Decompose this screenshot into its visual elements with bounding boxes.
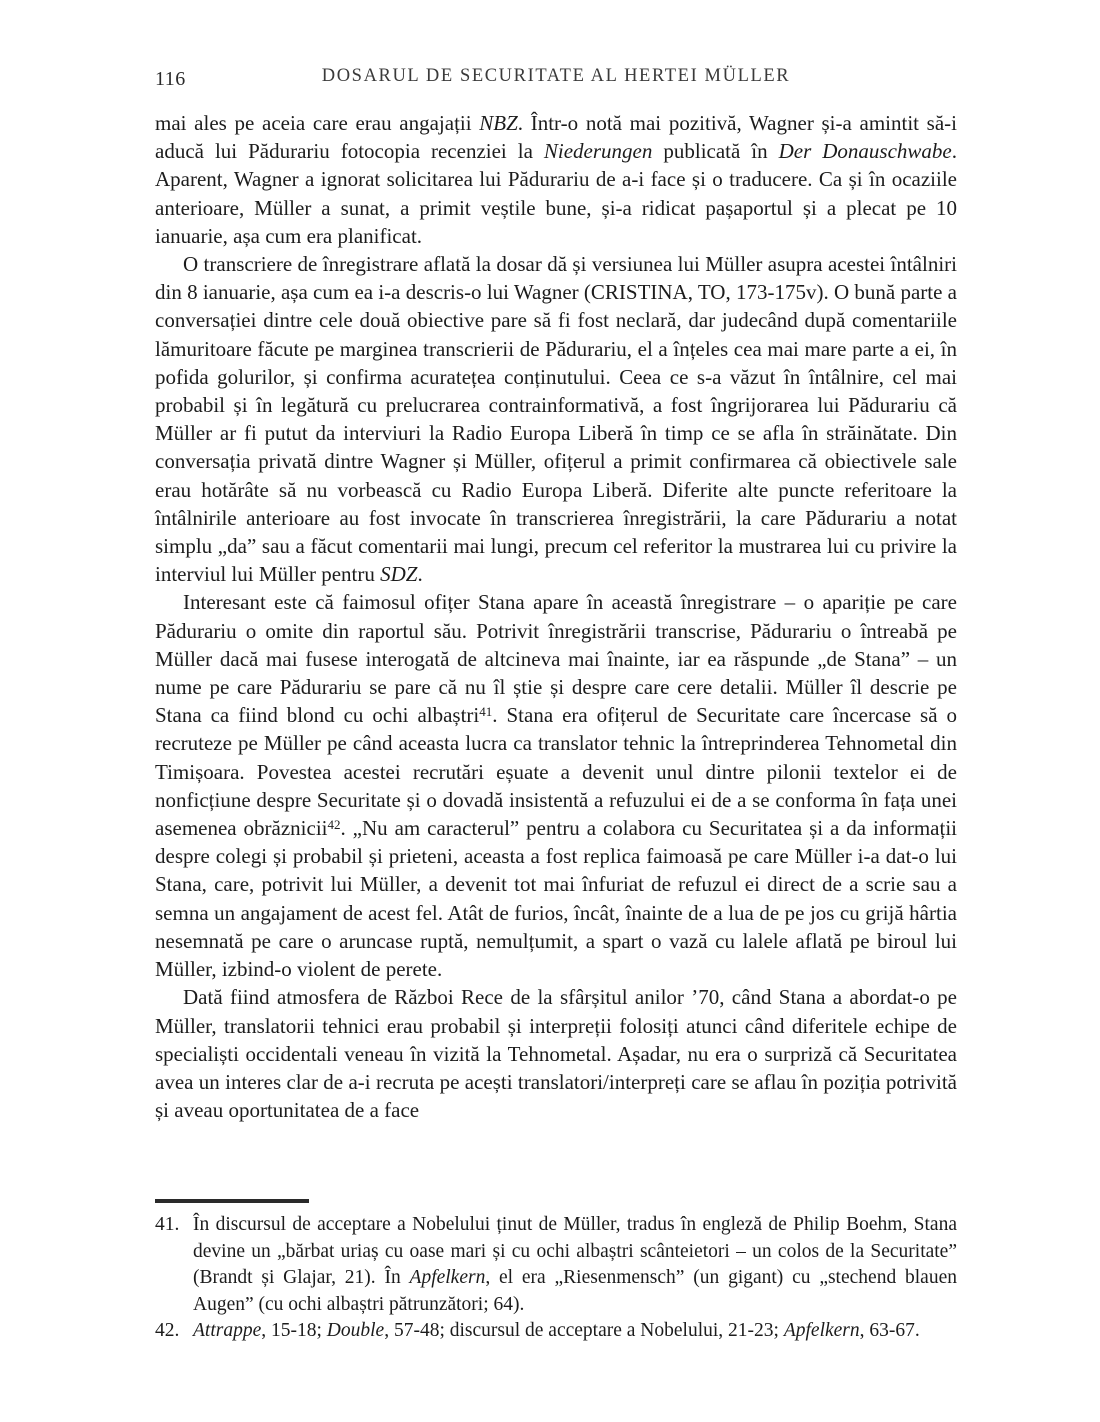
text-run: publicată în <box>652 139 779 164</box>
text-run: , el era „Riesenmensch” (un gigant) cu „stechend blauen Augen” (cu ochi albaștri pătrunzători; 64). <box>193 1267 957 1315</box>
running-title: DOSARUL DE SECURITATE AL HERTEI MÜLLER <box>321 66 791 86</box>
text-run: . <box>417 562 423 587</box>
italic-text: Der Donauschwabe <box>778 139 952 164</box>
footnote-number: 42. <box>155 1320 180 1341</box>
footnote-separator <box>155 1199 309 1203</box>
footnote <box>155 1212 957 1318</box>
paragraph <box>155 250 957 588</box>
text-run: . Aparent, Wagner a ignorat solicitarea lui Pădurariu de a-i face și o traducere. Ca și în ocaziile anterioare, Müller a sunat, a primit veștile bune, și-a ridicat pașaportul și a plecat pe 10 ianuarie, așa cum era planificat. <box>155 139 957 248</box>
italic-text: Attrappe <box>193 1320 262 1341</box>
text-run: . Stana era ofițerul de Securitate care încercase să o recruteze pe Müller pe când aceasta lucra ca translator tehnic la întreprinderea Tehnometal din Timișoara. Povestea acestei recrutări eșuate a devenit unul dintre pilonii textelor ei de nonficțiune despre Securitate și o dovadă insistentă a refuzului ei de a se conforma în fața unei asemenea obrăznicii <box>155 703 957 841</box>
text-run: mai ales pe aceia care erau angajații <box>155 111 480 135</box>
paragraph <box>155 109 957 250</box>
text-run: Interesant este că faimosul ofițer Stana apare în această înregistrare – o apariție pe care Pădurariu o omite din raportul său. Potrivit înregistrării transcrise, Pădurariu o întreabă pe Müller dacă mai fusese interogată de altcineva mai înainte, iar ea răspunde „de Stana” – un nume pe care Pădurariu se pare că nu îl știe și despre care cere detalii. Müller îl descrie pe Stana ca fiind blond cu ochi albaștri <box>155 590 957 728</box>
italic-text: Niederungen <box>543 139 653 164</box>
text-run: , 57-48; discursul de acceptare a Nobelului, 21-23; <box>384 1320 784 1341</box>
footnote-reference: 42 <box>327 817 341 833</box>
text-run: O transcriere de înregistrare aflată la dosar dă și versiunea lui Müller asupra acestei întâlniri din 8 ianuarie, așa cum ea i-a descris-o lui Wagner (CRISTINA, TO, 173-175v). O bună parte a conversației dintre cele două obiective pare să fi fost neclară, dar judecând după comentariile lămuritoare făcute pe marginea transcrierii de Pădurariu, el a înțeles cea mai mare parte a ei, în pofida golurilor, și confirma acuratețea conținutului. Ceea ce s-a văzut în întâlnire, cel mai probabil și în legătură cu prelucrarea contrainformativă, a fost îngrijorarea lui Pădurariu că Müller ar fi putut da interviuri la Radio Europa Liberă în timp ce se afla în străinătate. Din conversația privată dintre Wagner și Müller, ofițerul a primit confirmarea că obiectivele sale erau hotărâte să nu vorbească cu Radio Europa Liberă. Diferite alte puncte referitoare la întâlnirile anterioare au fost invocate în transcrierea înregistrării, la care Pădurariu a notat simplu „da” sau a făcut comentarii mai lungi, precum cel referitor la mustrarea lui cu privire la interviul lui Müller pentru <box>155 252 957 587</box>
footnotes-section <box>155 1212 957 1345</box>
footnote-reference: 41 <box>479 704 493 720</box>
text-run: . Într-o notă mai pozitivă, Wagner și-a amintit să-i aducă lui Pădurariu fotocopia recenziei la <box>155 111 958 164</box>
italic-text: Apfelkern <box>409 1267 486 1288</box>
page-header <box>155 66 957 96</box>
page-number: 116 <box>155 68 186 90</box>
text-run: . „Nu am caracterul” pentru a colabora cu Securitatea și a da informații despre colegi și probabil și prieteni, aceasta a fost replica faimoasă pe care Müller i-a dat-o lui Stana, care, potrivit lui Müller, a devenit tot mai înfuriat de refuzul ei direct de a scrie sau a semna un angajament de acest fel. Atât de furios, încât, înainte de a lua de pe jos cu grijă hârtia nesemnată pe care o aruncase ruptă, nemulțumit, a spart o vază cu lalele aflată pe biroul lui Müller, izbind-o violent de perete. <box>155 816 957 982</box>
paragraph <box>155 588 957 983</box>
body-text <box>155 109 957 1124</box>
footnote <box>155 1318 957 1345</box>
italic-text: NBZ <box>479 111 518 135</box>
footnote-text <box>193 1212 957 1318</box>
italic-text: Double <box>326 1320 385 1341</box>
footnote-text <box>193 1318 957 1345</box>
text-run: , 63-67. <box>859 1320 920 1341</box>
text-run: , 15-18; <box>261 1320 327 1341</box>
paragraph <box>155 983 957 1124</box>
text-run: În discursul de acceptare a Nobelului ținut de Müller, tradus în engleză de Philip Boehm, Stana devine un „bărbat uriaș cu oase mari și cu ochi albaștri scânteietori – un colos de la Securitate” (Brandt și Glajar, 21). În <box>193 1214 957 1288</box>
italic-text: SDZ <box>380 562 418 587</box>
italic-text: Apfelkern <box>783 1320 860 1341</box>
footnote-number: 41. <box>155 1214 180 1235</box>
text-run: Dată fiind atmosfera de Război Rece de la sfârșitul anilor ’70, când Stana a abordat-o pe Müller, translatorii tehnici erau probabil și interpreții folosiți atunci când diferitele echipe de specialiști occidentali veneau în vizită la Tehnometal. Așadar, nu era o surpriză că Securitatea avea un interes clar de a-i recruta pe acești translatori/interpreți care se aflau în poziția potrivită și aveau oportunitatea de a face <box>155 985 957 1123</box>
